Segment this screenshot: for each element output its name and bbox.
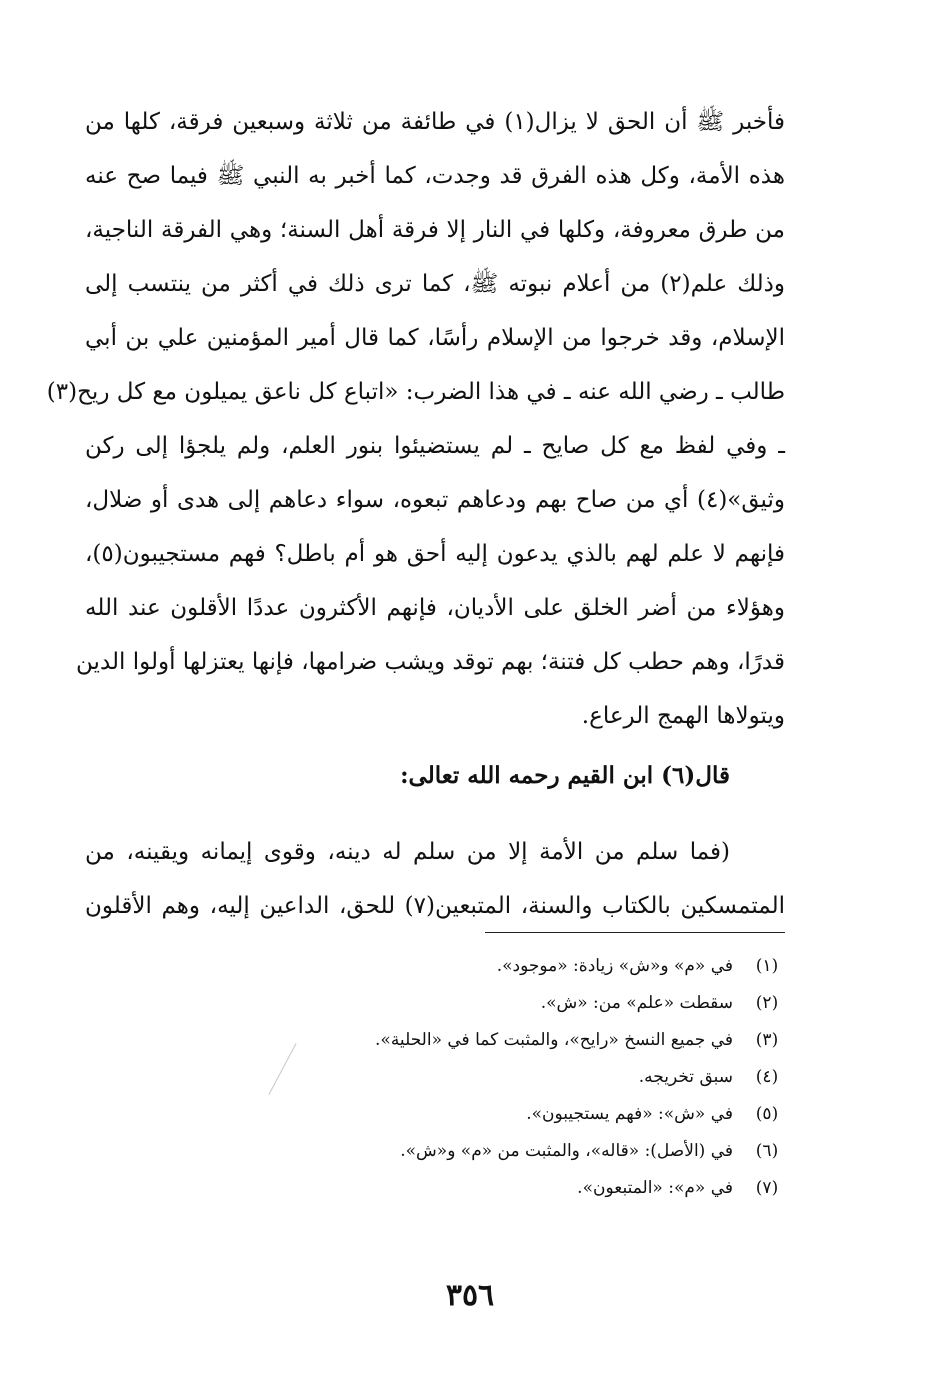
text-line: قدرًا، وهم حطب كل فتنة؛ بهم توقد ويشب ضرامها، فإنها يعتزلها أولوا الدين xyxy=(76,649,785,675)
text-line: وذلك علم(٢) من أعلام نبوته ﷺ، كما ترى ذلك في أكثر من ينتسب إلى xyxy=(85,271,785,297)
main-text xyxy=(46,95,785,933)
footnote-text: في جميع النسخ «رايح»، والمثبت كما في «الحلية». xyxy=(375,1030,733,1050)
footnote-text: في «م» و«ش» زيادة: «موجود». xyxy=(496,956,733,976)
footnote-text: سقطت «علم» من: «ش». xyxy=(540,993,733,1013)
footnote-number: (١) xyxy=(755,956,779,976)
paragraph-2 xyxy=(85,825,785,933)
text-line: فأخبر ﷺ أن الحق لا يزال(١) في طائفة من ثلاثة وسبعين فرقة، كلها من xyxy=(85,109,785,135)
footnote-number: (٧) xyxy=(755,1178,779,1198)
footnote-text: في (الأصل): «قاله»، والمثبت من «م» و«ش». xyxy=(400,1141,733,1161)
text-line: ـ وفي لفظ مع كل صايح ـ لم يستضيئوا بنور العلم، ولم يلجؤا إلى ركن xyxy=(85,433,785,459)
section-heading: قال(٦) ابن القيم رحمه الله تعالى: xyxy=(400,762,730,789)
page-number: ٣٥٦ xyxy=(445,1278,495,1313)
footnote-item xyxy=(85,1059,785,1096)
footnote-number: (٤) xyxy=(755,1067,779,1087)
text-line: (فما سلم من الأمة إلا من سلم له دينه، وقوى إيمانه ويقينه، من xyxy=(85,839,730,865)
text-line: ويتولاها الهمج الرعاع. xyxy=(581,703,785,729)
footnote-text: في «ش»: «فهم يستجيبون». xyxy=(526,1104,733,1124)
text-line: فإنهم لا علم لهم بالذي يدعون إليه أحق هو أم باطل؟ فهم مستجيبون(٥)، xyxy=(85,541,785,567)
text-line: وثيق»(٤) أي من صاح بهم ودعاهم تبعوه، سواء دعاهم إلى هدى أو ضلال، xyxy=(85,487,785,513)
footnote-number: (٣) xyxy=(755,1030,779,1050)
footnote-text: سبق تخريجه. xyxy=(638,1067,733,1087)
footnote-number: (٢) xyxy=(755,993,779,1013)
text-line: المتمسكين بالكتاب والسنة، المتبعين(٧) للحق، الداعين إليه، وهم الأقلون xyxy=(85,893,785,919)
text-line: وهؤلاء من أضر الخلق على الأديان، فإنهم الأكثرون عددًا الأقلون عند الله xyxy=(85,595,785,621)
text-line: هذه الأمة، وكل هذه الفرق قد وجدت، كما أخبر به النبي ﷺ فيما صح عنه xyxy=(85,163,785,189)
paragraph-1 xyxy=(46,95,785,743)
footnote-text: في «م»: «المتبعون». xyxy=(577,1178,733,1198)
text-line: الإسلام، وقد خرجوا من الإسلام رأسًا، كما قال أمير المؤمنين علي بن أبي xyxy=(85,325,785,351)
footnote-item xyxy=(85,1133,785,1170)
footnote-item xyxy=(85,1170,785,1207)
text-line: طالب ـ رضي الله عنه ـ في هذا الضرب: «اتباع كل ناعق يميلون مع كل ريح(٣) xyxy=(46,379,785,405)
footnote-item xyxy=(85,948,785,985)
footnote-item xyxy=(85,985,785,1022)
footnotes xyxy=(85,948,785,1207)
text-line: من طرق معروفة، وكلها في النار إلا فرقة أهل السنة؛ وهي الفرقة الناجية، xyxy=(85,217,785,243)
footnote-item xyxy=(85,1022,785,1059)
footnote-item xyxy=(85,1096,785,1133)
footnote-number: (٥) xyxy=(755,1104,779,1124)
footnote-number: (٦) xyxy=(755,1141,779,1161)
footnote-divider xyxy=(485,932,785,933)
